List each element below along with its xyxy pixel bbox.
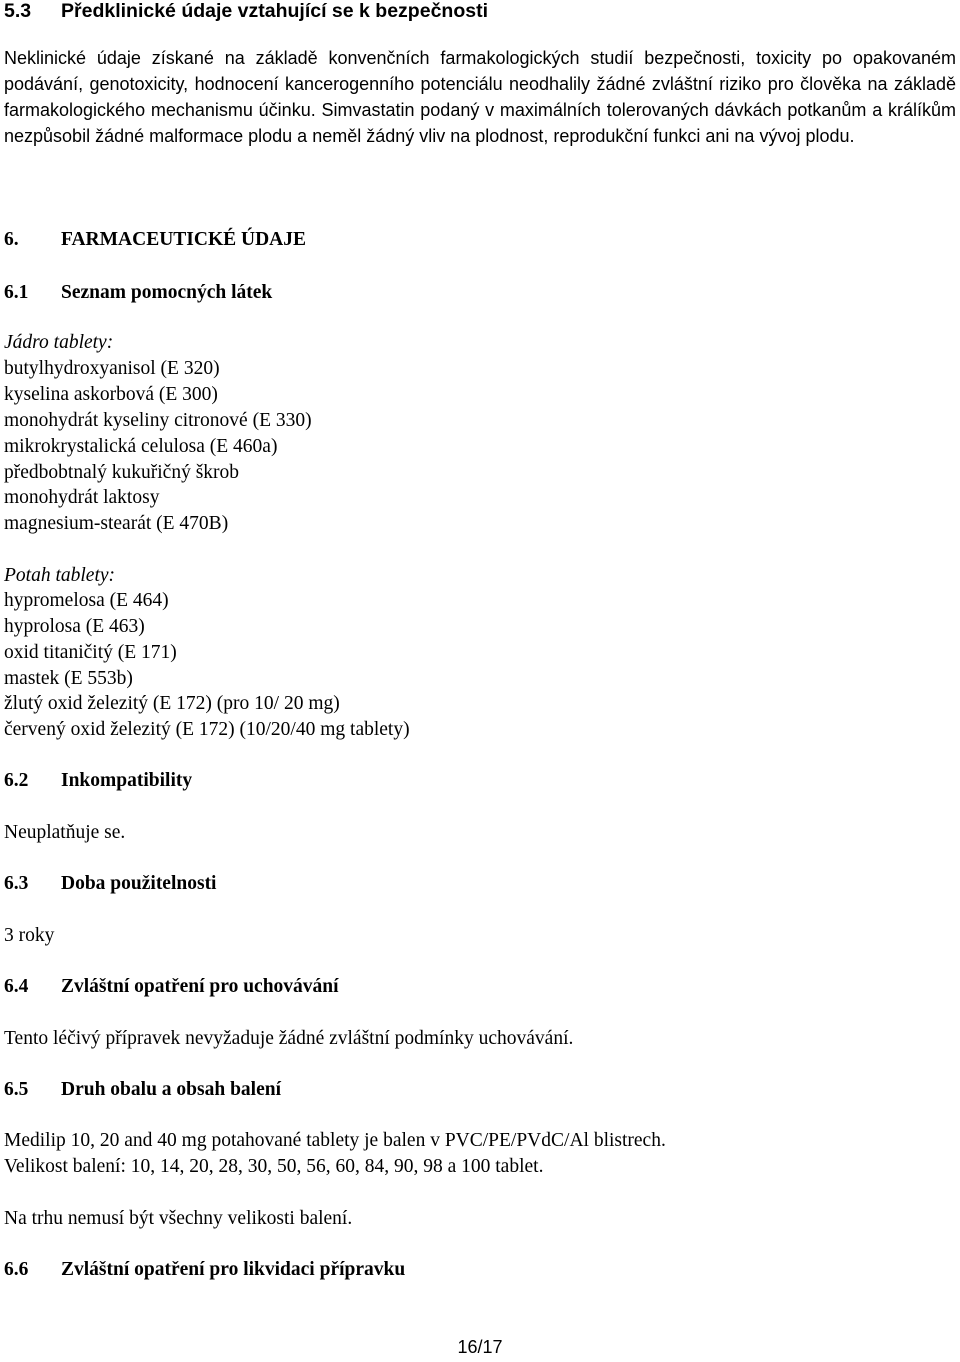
section-title: Zvláštní opatření pro likvidaci přípravku (61, 1259, 406, 1280)
section-title: Zvláštní opatření pro uchovávání (61, 976, 339, 997)
section-title: Předklinické údaje vztahující se k bezpečnosti (61, 0, 488, 22)
section-number: 6. (4, 229, 19, 250)
section-number: 5.3 (4, 0, 32, 22)
section-6-5-text-2: Velikost balení: 10, 14, 20, 28, 30, 50, 56, 60, 84, 90, 98 a 100 tablet. (4, 1156, 544, 1177)
list-item: oxid titaničitý (E 171) (4, 642, 177, 663)
section-number: 6.3 (4, 873, 29, 894)
section-title: Seznam pomocných látek (61, 282, 273, 303)
section-6-5-text-1: Medilip 10, 20 and 40 mg potahované tablety je balen v PVC/PE/PVdC/Al blistrech. (4, 1130, 666, 1151)
list-item: předbobtnalý kukuřičný škrob (4, 462, 240, 483)
section-title: FARMACEUTICKÉ ÚDAJE (61, 229, 307, 250)
list-item: monohydrát laktosy (4, 487, 160, 508)
section-6-heading (4, 229, 306, 251)
section-6-6-heading (4, 1259, 405, 1281)
coating-heading: Potah tablety: (4, 565, 116, 586)
section-6-4-text: Tento léčivý přípravek nevyžaduje žádné zvláštní podmínky uchovávání. (4, 1028, 574, 1049)
list-item: kyselina askorbová (E 300) (4, 384, 218, 405)
section-title: Inkompatibility (61, 770, 193, 791)
section-6-1-heading (4, 282, 272, 304)
list-item: hypromelosa (E 464) (4, 590, 169, 611)
section-number: 6.6 (4, 1259, 29, 1280)
section-number: 6.5 (4, 1079, 29, 1100)
section-number: 6.1 (4, 282, 29, 303)
list-item: hyprolosa (E 463) (4, 616, 145, 637)
section-6-2-heading (4, 770, 192, 792)
list-item: červený oxid železitý (E 172) (10/20/40 mg tablety) (4, 719, 410, 740)
page-number: 16/17 (457, 1337, 503, 1357)
section-title: Druh obalu a obsah balení (61, 1079, 281, 1100)
section-5-3-paragraph: Neklinické údaje získané na základě konvenčních farmakologických studií bezpečnosti, toxicity po opakovaném podávání, genotoxicity, hodnocení kancerogenního potenciálu neodhalily žádné zvláštní riziko pro člověka na základě farmakologického mechanismu účinku. Simvastatin podaný v maximálních tolerovaných dávkách potkanům a králíkům nezpůsobil žádné malformace plodu a neměl žádný vliv na plodnost, reprodukční funkci ani na vývoj plodu. (4, 48, 956, 146)
section-5-3-heading (4, 0, 488, 23)
section-6-2-text: Neuplatňuje se. (4, 822, 126, 843)
list-item: monohydrát kyseliny citronové (E 330) (4, 410, 312, 431)
section-6-4-heading (4, 976, 339, 998)
section-6-5-heading (4, 1079, 281, 1101)
section-6-5-text-3: Na trhu nemusí být všechny velikosti balení. (4, 1208, 353, 1229)
list-item: mastek (E 553b) (4, 668, 133, 689)
section-number: 6.4 (4, 976, 29, 997)
section-title: Doba použitelnosti (61, 873, 217, 894)
list-item: butylhydroxyanisol (E 320) (4, 358, 220, 379)
section-6-3-heading (4, 873, 216, 895)
list-item: magnesium-stearát (E 470B) (4, 513, 229, 534)
core-heading: Jádro tablety: (4, 332, 114, 353)
list-item: mikrokrystalická celulosa (E 460a) (4, 436, 278, 457)
section-6-3-text: 3 roky (4, 925, 55, 946)
list-item: žlutý oxid železitý (E 172) (pro 10/ 20 mg) (4, 693, 340, 714)
section-number: 6.2 (4, 770, 29, 791)
